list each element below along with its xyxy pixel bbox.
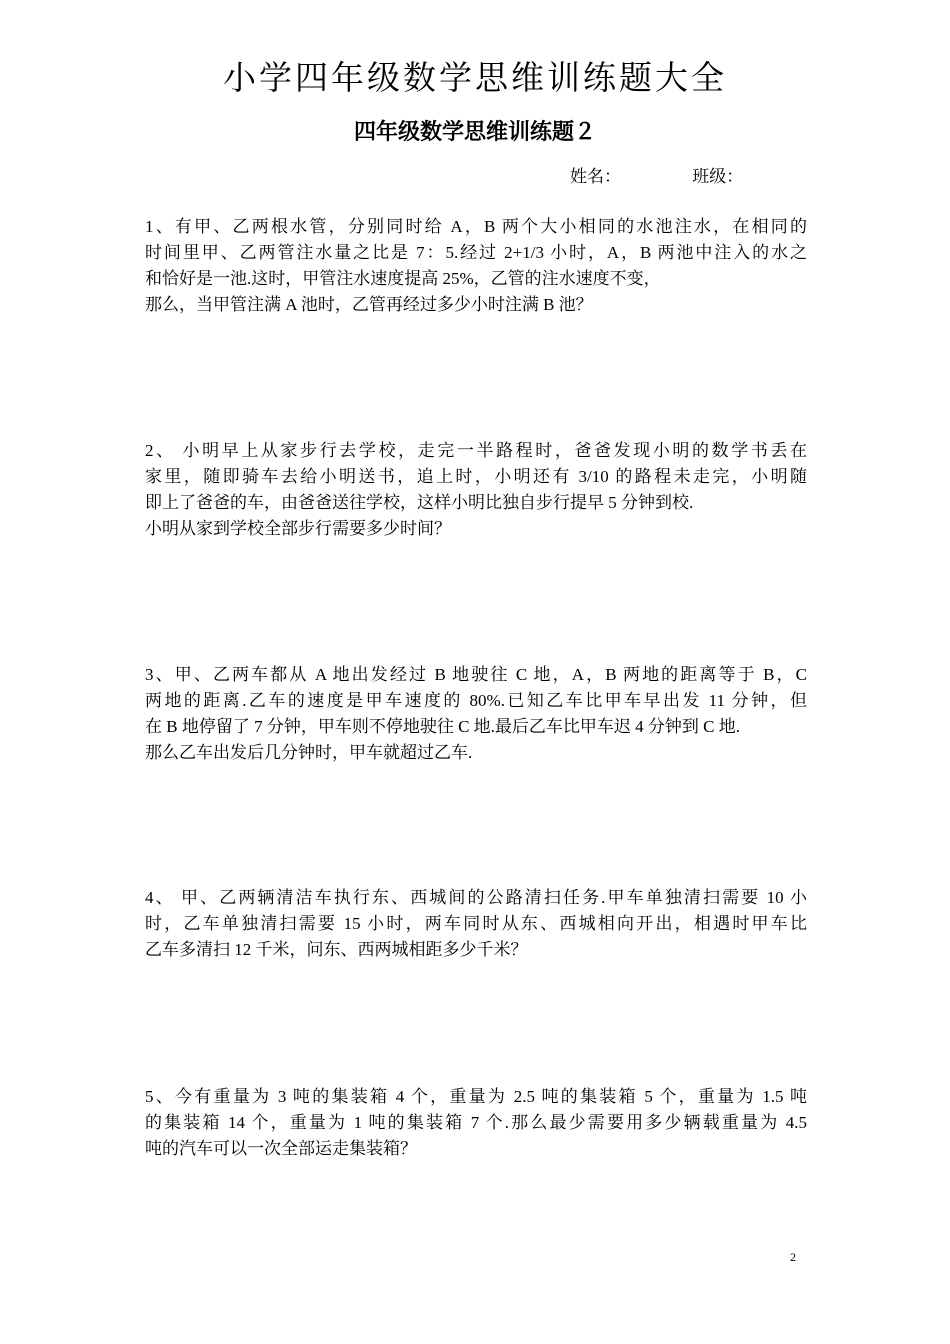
class-label: 班级： bbox=[692, 167, 744, 186]
document-subtitle: 四年级数学思维训练题２ bbox=[353, 120, 596, 145]
question-line: 3、甲、乙两车都从 A 地出发经过 B 地驶往 C 地，A，B 两地的距离等于 B，C bbox=[145, 665, 807, 684]
question-4 bbox=[145, 885, 807, 963]
document-title: 小学四年级数学思维训练题大全 bbox=[223, 58, 727, 97]
question-5 bbox=[145, 1084, 807, 1162]
name-label: 姓名： bbox=[570, 167, 621, 186]
page-number: 2 bbox=[790, 1250, 796, 1264]
question-line: 小明从家到学校全部步行需要多少时间？ bbox=[145, 519, 451, 538]
question-line: 时间里甲、乙两管注水量之比是 7：5.经过 2+1/3 小时，A，B 两池中注入的水之 bbox=[145, 243, 807, 262]
question-line: 那么乙车出发后几分钟时，甲车就超过乙车. bbox=[145, 743, 473, 762]
question-line: 在 B 地停留了 7 分钟，甲车则不停地驶往 C 地.最后乙车比甲车迟 4 分钟到 C 地. bbox=[145, 717, 741, 736]
question-line: 那么，当甲管注满 A 池时，乙管再经过多少小时注满 B 池？ bbox=[145, 295, 593, 314]
question-line: 1、有甲、乙两根水管，分别同时给 A，B 两个大小相同的水池注水，在相同的 bbox=[145, 217, 807, 236]
question-line: 即上了爸爸的车，由爸爸送往学校，这样小明比独自步行提早 5 分钟到校. bbox=[145, 493, 694, 512]
question-line: 吨的汽车可以一次全部运走集装箱？ bbox=[145, 1139, 417, 1158]
question-line: 和恰好是一池.这时，甲管注水速度提高 25%，乙管的注水速度不变， bbox=[145, 269, 661, 288]
question-1 bbox=[145, 214, 807, 318]
question-line: 的集装箱 14 个，重量为 1 吨的集装箱 7 个.那么最少需要用多少辆载重量为 4.5 bbox=[145, 1113, 807, 1132]
student-info-row bbox=[570, 164, 743, 190]
question-3 bbox=[145, 662, 807, 766]
question-line: 2、 小明早上从家步行去学校，走完一半路程时，爸爸发现小明的数学书丢在 bbox=[145, 441, 807, 460]
question-line: 4、 甲、乙两辆清洁车执行东、西城间的公路清扫任务.甲车单独清扫需要 10 小 bbox=[145, 888, 807, 907]
question-line: 时，乙车单独清扫需要 15 小时，两车同时从东、西城相向开出，相遇时甲车比 bbox=[145, 914, 807, 933]
question-line: 5、今有重量为 3 吨的集装箱 4 个，重量为 2.5 吨的集装箱 5 个，重量为 1.5 吨 bbox=[145, 1087, 807, 1106]
question-line: 两地的距离.乙车的速度是甲车速度的 80%.已知乙车比甲车早出发 11 分钟，但 bbox=[145, 691, 807, 710]
question-2 bbox=[145, 438, 807, 542]
question-line: 乙车多清扫 12 千米，问东、西两城相距多少千米？ bbox=[145, 940, 528, 959]
question-line: 家里，随即骑车去给小明送书，追上时，小明还有 3/10 的路程未走完，小明随 bbox=[145, 467, 807, 486]
